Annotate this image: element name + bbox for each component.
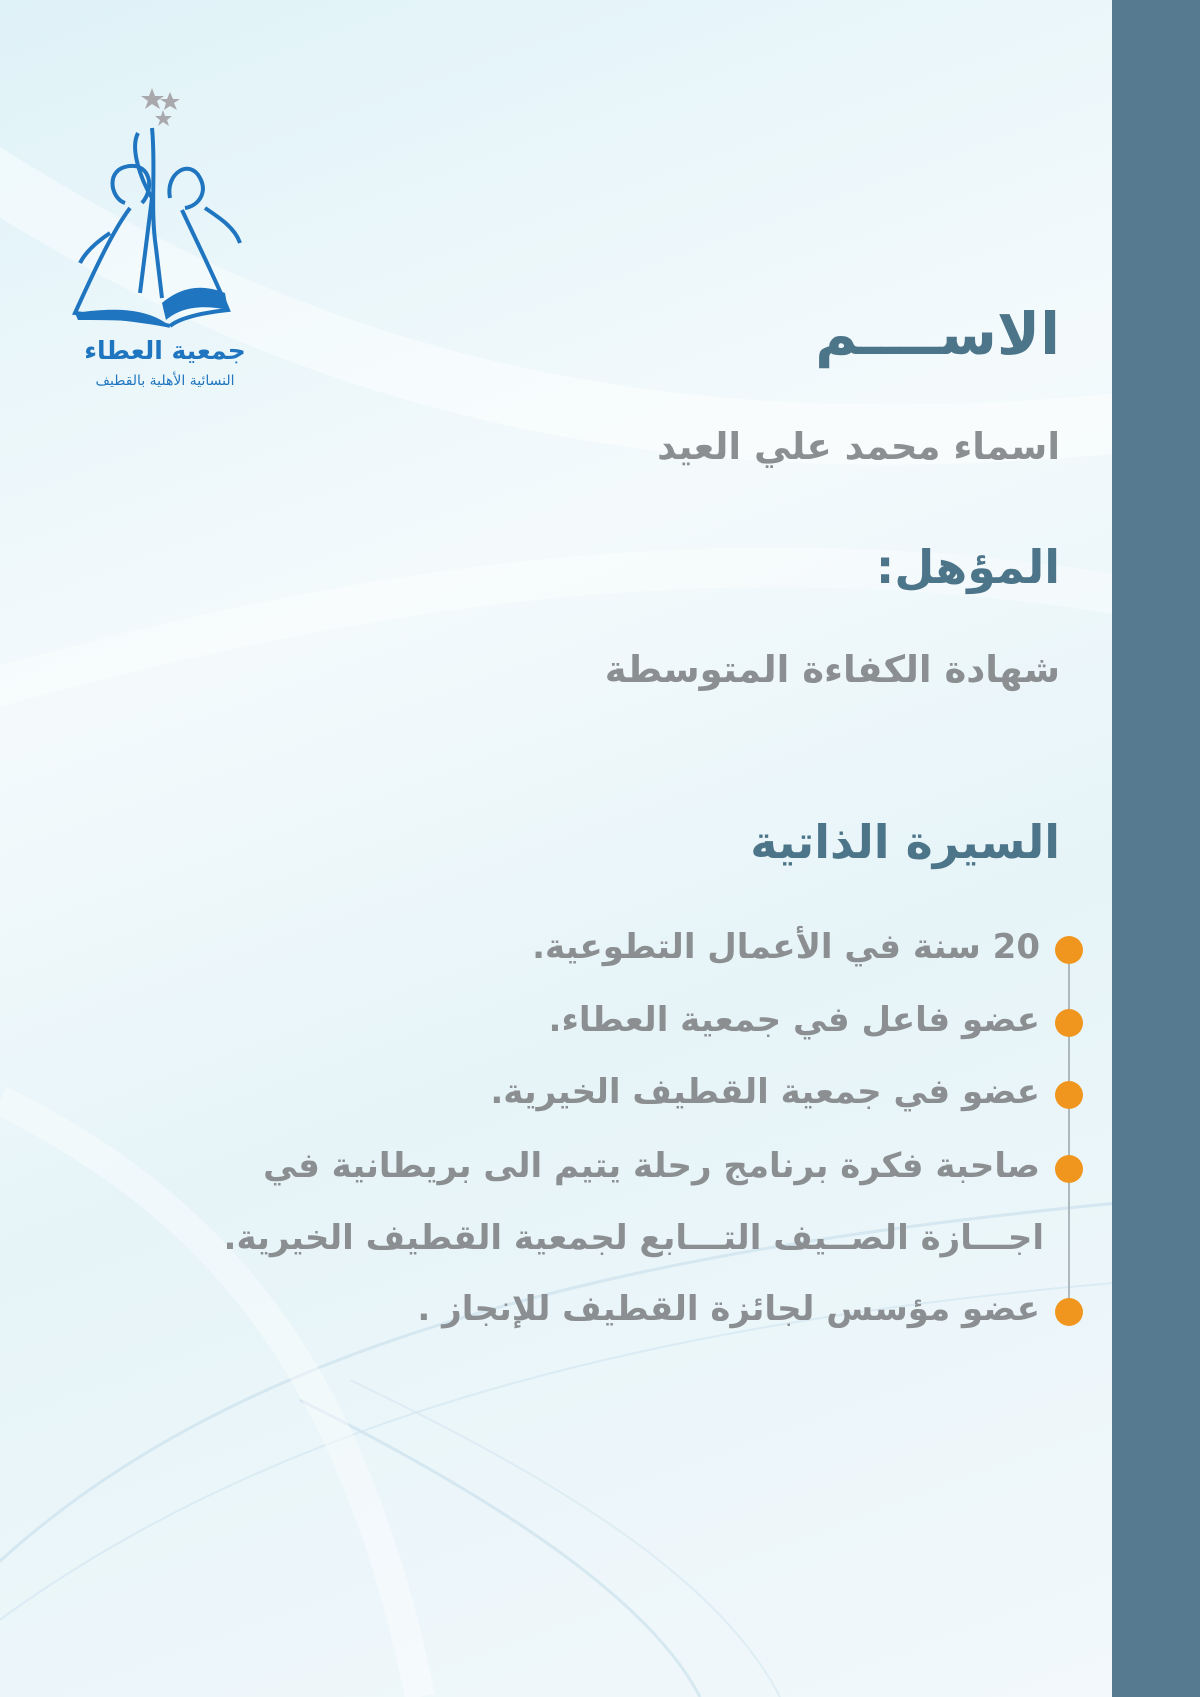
logo-subtitle: النسائية الأهلية بالقطيف <box>95 373 235 389</box>
qualification-heading: المؤهل: <box>875 540 1060 594</box>
bullet-icon <box>1055 1155 1083 1183</box>
cv-item: عضو في جمعية القطيف الخيرية. <box>490 1072 1040 1112</box>
bullet-icon <box>1055 936 1083 964</box>
logo-title: جمعية العطاء <box>84 336 246 365</box>
bullet-icon <box>1055 1081 1083 1109</box>
cv-heading: السيرة الذاتية <box>750 815 1060 869</box>
stars-icon <box>141 88 180 126</box>
cv-item: عضو مؤسس لجائزة القطيف للإنجاز . <box>417 1289 1040 1329</box>
qualification-value: شهادة الكفاءة المتوسطة <box>604 648 1060 691</box>
right-sidebar-band <box>1112 0 1200 1697</box>
timeline-line <box>1068 948 1070 1311</box>
name-heading: الاســــم <box>815 300 1060 368</box>
bullet-icon <box>1055 1298 1083 1326</box>
association-logo <box>70 88 260 408</box>
cv-item: 20 سنة في الأعمال التطوعية. <box>532 927 1040 967</box>
cv-item-continuation: اجـــازة الصــيف التـــابع لجمعية القطيف الخيرية. <box>223 1218 1044 1258</box>
name-value: اسماء محمد علي العيد <box>657 425 1060 468</box>
cv-item: صاحبة فكرة برنامج رحلة يتيم الى بريطانية في <box>263 1146 1040 1186</box>
cv-item: عضو فاعل في جمعية العطاء. <box>548 1000 1040 1040</box>
bullet-icon <box>1055 1009 1083 1037</box>
